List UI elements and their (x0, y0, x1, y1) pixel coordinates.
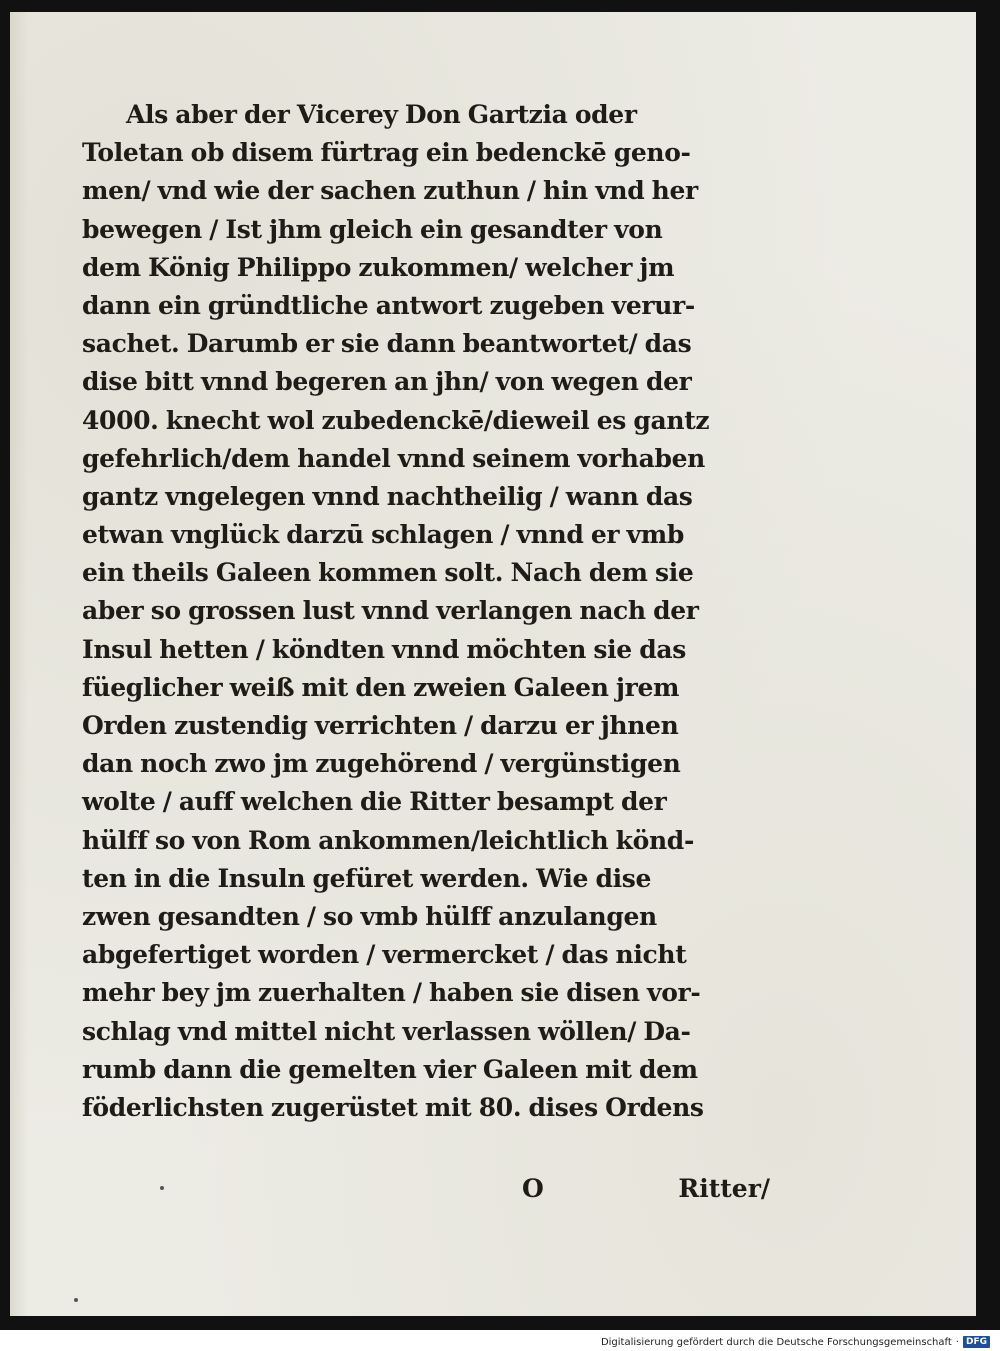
text-line: föderlichsten zugerüstet mit 80. dises Ordens (82, 1092, 704, 1122)
text-line: men/ vnd wie der sachen zuthun / hin vnd her (82, 176, 698, 206)
text-line: ein theils Galeen kommen solt. Nach dem sie (82, 558, 694, 588)
text-line: gantz vngelegen vnnd nachtheilig / wann das (82, 481, 693, 511)
dfg-logo-icon: DFG (963, 1336, 990, 1348)
text-line: füeglicher weiß mit den zweien Galeen jrem (82, 672, 680, 702)
digitization-credit (601, 1335, 990, 1349)
text-line: dise bitt vnnd begeren an jhn/ von wegen der (82, 367, 692, 397)
text-line: ten in die Insuln gefüret werden. Wie dise (82, 863, 652, 893)
credit-text: Digitalisierung gefördert durch die Deutsche Forschungsgemeinschaft (600, 1336, 952, 1348)
text-line: aber so grossen lust vnnd verlangen nach der (82, 596, 699, 626)
text-line: dem König Philippo zukommen/ welcher jm (82, 252, 675, 282)
paper-speck (160, 1186, 164, 1190)
text-line: dann ein gründtliche antwort zugeben verur- (82, 290, 695, 320)
paper-speck (74, 1298, 78, 1302)
text-line: dan noch zwo jm zugehörend / vergünstigen (82, 749, 681, 779)
text-line: 4000. knecht wol zubedenckē/dieweil es gantz (82, 405, 710, 435)
text-line: wolte / auff welchen die Ritter besampt der (82, 787, 667, 817)
text-line: sachet. Darumb er sie dann beantwortet/ das (82, 329, 692, 359)
credit-separator: · (955, 1336, 959, 1348)
text-line: schlag vnd mittel nicht verlassen wöllen/ Da- (82, 1016, 691, 1046)
catchword: Ritter/ (678, 1174, 770, 1203)
text-line: zwen gesandten / so vmb hülff anzulangen (82, 901, 657, 931)
text-line: etwan vnglück darzū schlagen / vnnd er vmb (82, 520, 684, 550)
body-text (82, 96, 772, 1127)
book-page (10, 12, 976, 1316)
text-line: Toletan ob disem fürtrag ein bedenckē geno- (82, 138, 691, 168)
text-line: Als aber der Vicerey Don Gartzia oder (126, 100, 637, 129)
text-line: rumb dann die gemelten vier Galeen mit dem (82, 1054, 698, 1084)
text-line: Insul hetten / köndten vnnd möchten sie das (82, 634, 686, 664)
text-line: bewegen / Ist jhm gleich ein gesandter von (82, 214, 663, 244)
page-foot-line (82, 1170, 772, 1208)
signature-mark: O (522, 1174, 544, 1203)
text-line: hülff so von Rom ankommen/leichtlich könd- (82, 825, 694, 855)
text-line: Orden zustendig verrichten / darzu er jhnen (82, 711, 679, 740)
text-line: mehr bey jm zuerhalten / haben sie disen vor- (82, 978, 701, 1008)
text-line: abgefertiget worden / vermercket / das nicht (82, 940, 687, 970)
text-line: gefehrlich/dem handel vnnd seinem vorhaben (82, 443, 705, 473)
